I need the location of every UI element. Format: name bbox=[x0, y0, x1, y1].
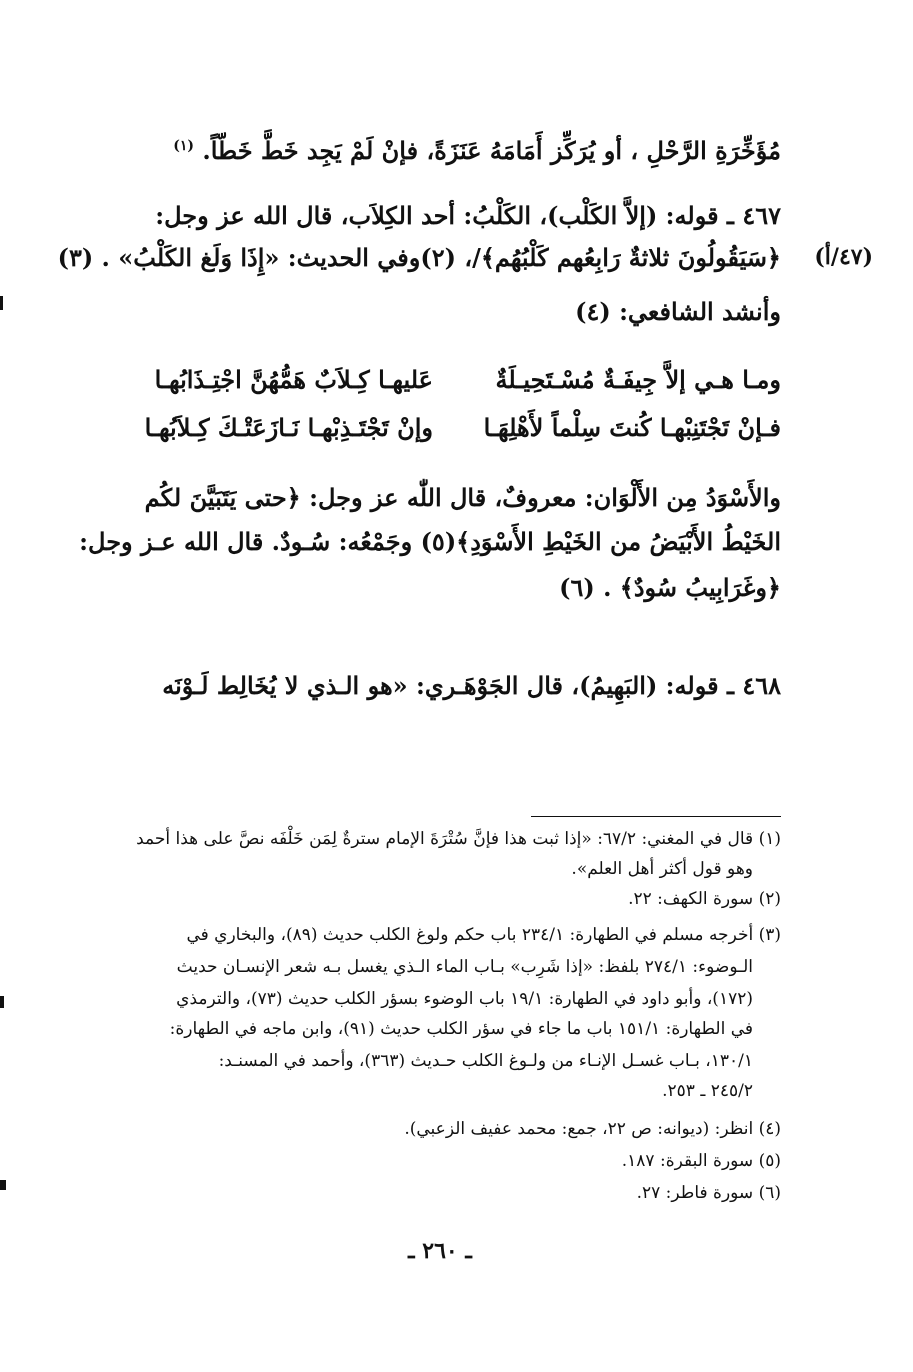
scan-edge-mark bbox=[0, 296, 3, 310]
body-line-7: ﴿وغَرَابِيبُ سُودٌ﴾ . (٦) bbox=[559, 573, 781, 602]
body-line-3: ﴿سَيَقُولُونَ ثلاثةٌ رَابِعُهم كَلْبُهُم﴾/، (٢)وفي الحديث: «إِذَا وَلَغ الكَلْبُ» . (٣) bbox=[57, 243, 781, 272]
footnote-4: (٤) انظر: (ديوانه: ص ٢٢، جمع: محمد عفيف الزعبي). bbox=[404, 1119, 781, 1139]
footnote-5: (٥) سورة البقرة: ١٨٧. bbox=[621, 1151, 781, 1171]
footnote-3-line-2: الـوضوء: ٢٧٤/١ بلفظ: «إذا شَرِب» بـاب الماء الـذي يغسل بـه شعر الإنسـان حديث bbox=[176, 957, 753, 977]
footnote-1-line-2: وهو قول أكثر أهل العلم». bbox=[571, 859, 753, 879]
footnote-3-line-5: ١٣٠/١، بـاب غسـل الإنـاء من ولـوغ الكلب حـديث (٣٦٣)، وأحمد في المسنـد: bbox=[218, 1051, 753, 1071]
footnote-3-line-1: (٣) أخرجه مسلم في الطهارة: ٢٣٤/١ باب حكم ولوغ الكلب حديث (٨٩)، والبخاري في bbox=[186, 925, 781, 945]
verse-1-right-hemistich: ومـا هـي إلاَّ جِيفَـةٌ مُسْـتَحِيـلَةٌ bbox=[495, 365, 781, 394]
entry-467-heading: ٤٦٧ ـ قوله: (إلاَّ الكَلْب)، الكَلْبُ: أحد الكِلاَب، قال الله عز وجل: bbox=[155, 201, 781, 230]
footnote-1-line-1: (١) قال في المغني: ٦٧/٢: «إذا ثبت هذا فإنَّ سُتْرَةَ الإمام سترةٌ لِمَن خَلْفَه نصَّ على هذا أحمد bbox=[136, 829, 781, 849]
verse-2-right-hemistich: فـإنْ تَجْتَنِبْهـا كُنتَ سِلْماً لأَهْلِهَـا bbox=[483, 413, 781, 442]
entry-468-heading: ٤٦٨ ـ قوله: (البَهِيمُ)، قال الجَوْهَـري: «هو الـذي لا يُخَالِط لَـوْنَه bbox=[162, 671, 781, 700]
body-line-4: وأنشد الشافعي: (٤) bbox=[575, 297, 781, 326]
footnote-6: (٦) سورة فاطر: ٢٧. bbox=[636, 1183, 781, 1203]
footnote-2: (٢) سورة الكهف: ٢٢. bbox=[628, 889, 781, 909]
footnote-ref-1: (١) bbox=[173, 138, 195, 154]
footnote-separator bbox=[531, 816, 781, 817]
footnote-3-line-6: ٢٤٥/٢ ـ ٢٥٣. bbox=[662, 1081, 753, 1101]
scan-edge-mark bbox=[0, 1180, 6, 1190]
verse-1-left-hemistich: عَليهـا كِـلاَبٌ هَمُّهُنَّ اجْتِـذَابُهـا bbox=[154, 365, 433, 394]
footnote-3-line-3: (١٧٢)، وأبو داود في الطهارة: ١٩/١ باب الوضوء بسؤر الكلب حديث (٧٣)، والترمذي bbox=[176, 989, 753, 1009]
page-number: ـ ٢٦٠ ـ bbox=[408, 1238, 472, 1264]
body-line-6: الخَيْطُ الأَبْيَضُ من الخَيْطِ الأَسْوَدِ﴾(٥) وجَمْعُه: سُـودٌ. قال الله عـز وجل: bbox=[79, 527, 781, 556]
body-line-5: والأَسْوَدُ مِن الأَلْوَان: معروفٌ، قال اللّٰه عز وجل: ﴿حتى يَتَبَيَّنَ لكُم bbox=[144, 483, 781, 512]
scan-edge-mark bbox=[0, 996, 4, 1008]
body-line-1 bbox=[101, 128, 781, 169]
footnote-3-line-4: في الطهارة: ١٥١/١ باب ما جاء في سؤر الكلب حديث (٩١)، وابن ماجه في الطهارة: bbox=[169, 1019, 753, 1039]
verse-2-left-hemistich: وإنْ تَجْتَـذِبْهـا نَـازَعَتْـكَ كِـلاَبُهـا bbox=[144, 413, 433, 442]
folio-margin-ref: (٤٧/أ) bbox=[814, 244, 873, 270]
body-line-1-text: مُؤَخِّرَةِ الرَّحْلِ ، أو يُرَكِّز أَمَامَهُ عَنَزَةً، فإنْ لَمْ يَجِد خَطَّ خَطّاً. bbox=[202, 136, 781, 165]
